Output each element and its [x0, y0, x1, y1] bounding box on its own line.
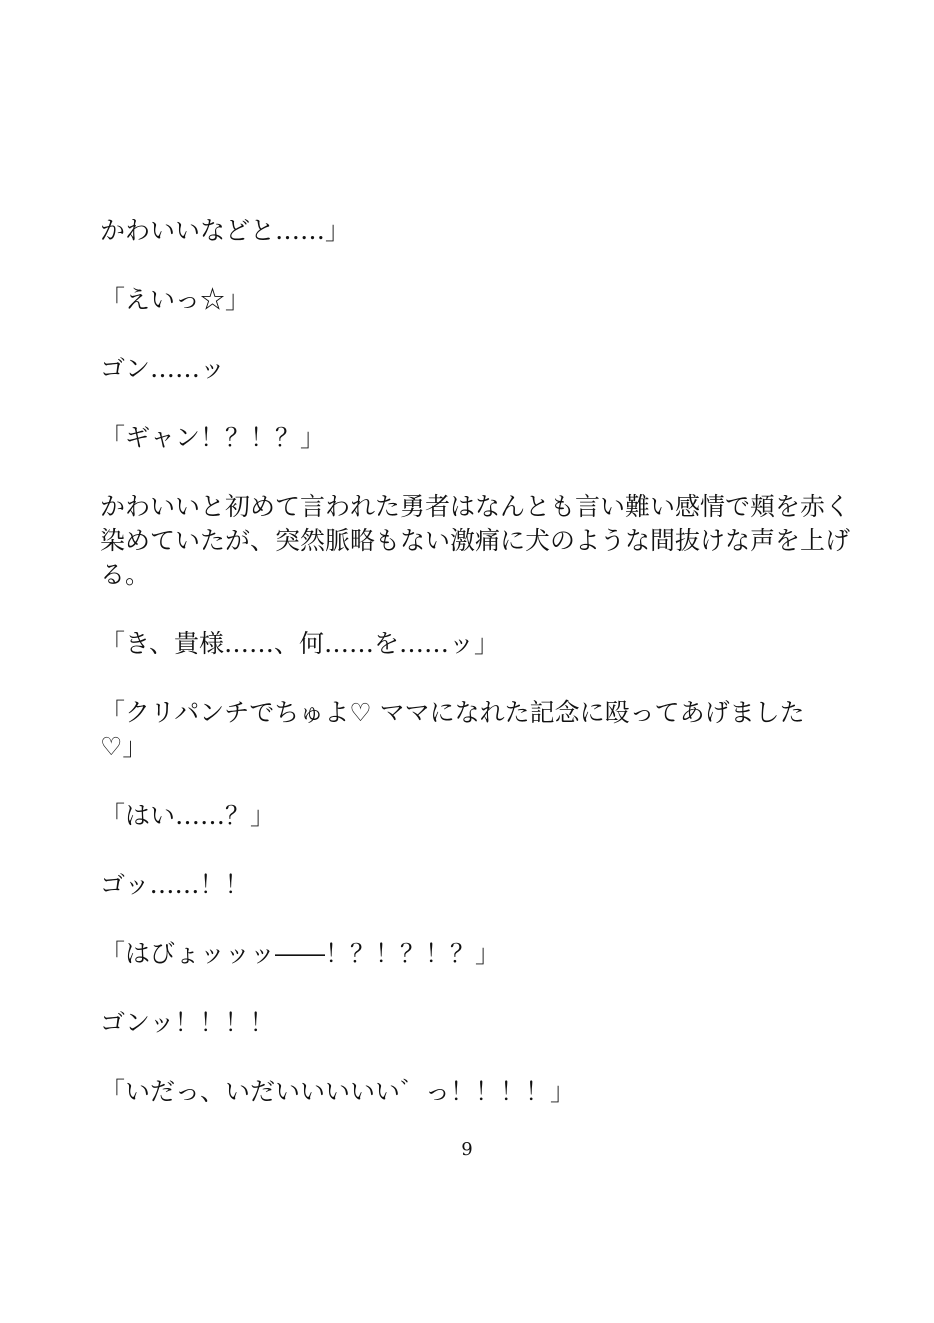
text-line: 「き、貴様……、何……を……ッ」 — [100, 629, 500, 658]
paragraph — [100, 1075, 840, 1109]
text-line: 「いだっ、いだいいいいい゛っ！！！！」 — [100, 1077, 576, 1106]
text-line: ゴッ……！！ — [100, 870, 250, 899]
text-line: 「えいっ☆」 — [100, 285, 251, 314]
paragraph — [100, 937, 840, 971]
text-line: かわいいなどと……」 — [100, 216, 351, 245]
text-line: 染めていたが、突然脈略もない激痛に犬のような間抜けな声を上げ — [100, 526, 851, 555]
paragraph — [100, 696, 840, 764]
page-number: 9 — [461, 1139, 473, 1160]
paragraph — [100, 1006, 840, 1040]
text-line: る。 — [100, 560, 151, 589]
paragraph — [100, 352, 840, 386]
paragraph — [100, 868, 840, 902]
text-line: 「はい……？」 — [100, 801, 276, 830]
paragraph — [100, 283, 840, 317]
text-line: 「クリパンチでちゅよ♡ ママになれた記念に殴ってあげました — [100, 698, 805, 727]
text-line: ゴンッ！！！！ — [100, 1008, 275, 1037]
text-line: 「はびょッッッ――！？！？！？」 — [100, 939, 501, 968]
text-line: 「ギャン！？！？」 — [100, 423, 326, 452]
text-line: ♡」 — [100, 732, 148, 761]
body-text — [100, 214, 851, 1144]
paragraph — [100, 490, 851, 592]
text-line: ゴン……ッ — [100, 354, 226, 383]
paragraph — [100, 214, 840, 248]
paragraph — [100, 421, 840, 455]
paragraph — [100, 799, 840, 833]
text-line: かわいいと初めて言われた勇者はなんとも言い難い感情で頬を赤く — [100, 492, 851, 521]
paragraph — [100, 627, 840, 661]
